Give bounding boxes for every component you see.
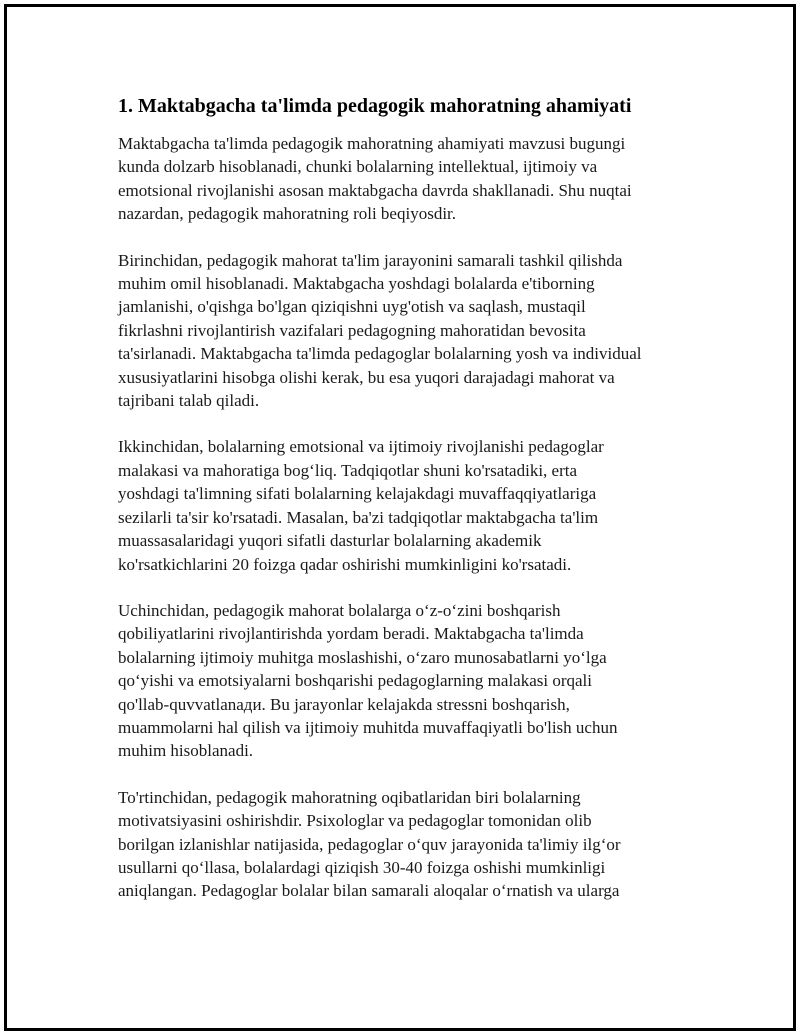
paragraph-line: bolalarning ijtimoiy muhitga moslashishi, o‘zaro munosabatlarni yo‘lga (118, 647, 607, 667)
section-heading: 1. Maktabgacha ta'limda pedagogik mahoratning ahamiyati (118, 95, 632, 117)
paragraph-line: muassasalaridagi yuqori sifatli dasturlar bolalarning akademik (118, 531, 542, 551)
paragraph (118, 786, 690, 903)
paragraph-line: yoshdagi ta'limning sifati bolalarning kelajakdagi muvaffaqqiyatlariga (118, 484, 597, 504)
paragraph (118, 435, 690, 575)
paragraph-line: tajribani talab qiladi. (118, 391, 260, 411)
paragraph-list (118, 132, 690, 903)
paragraph-line: qo‘yishi va emotsiyalarni boshqarishi pedagoglarning malakasi orqali (118, 671, 592, 691)
paragraph-line: muhim hisoblanadi. (118, 741, 254, 761)
paragraph-line: motivatsiyasini oshirishdir. Psixologlar va pedagoglar tomonidan olib (118, 811, 592, 831)
paragraph (118, 249, 690, 413)
paragraph-line: xususiyatlarini hisobga olishi kerak, bu esa yuqori darajadagi mahorat va (118, 367, 615, 387)
paragraph-line: muhim omil hisoblanadi. Maktabgacha yoshdagi bolalarda e'tiborning (118, 274, 595, 294)
paragraph-line: borilgan izlanishlar natijasida, pedagoglar o‘quv jarayonida ta'limiy ilg‘or (118, 834, 621, 854)
paragraph-line: sezilarli ta'sir ko'rsatadi. Masalan, ba'zi tadqiqotlar maktabgacha ta'lim (118, 507, 599, 527)
paragraph-line: kunda dolzarb hisoblanadi, chunki bolalarning intellektual, ijtimoiy va (118, 157, 598, 177)
paragraph-line: fikrlashni rivojlantirish vazifalari pedagogning mahoratidan bevosita (118, 320, 586, 340)
paragraph-line: ta'sirlanadi. Maktabgacha ta'limda pedagoglar bolalarning yosh va individual (118, 344, 642, 364)
paragraph (118, 132, 690, 226)
paragraph-line: nazardan, pedagogik mahoratning roli beqiyosdir. (118, 204, 457, 224)
paragraph-line: To'rtinchidan, pedagogik mahoratning oqibatlaridan biri bolalarning (118, 787, 581, 807)
paragraph (118, 599, 690, 763)
paragraph-line: Ikkinchidan, bolalarning emotsional va ijtimoiy rivojlanishi pedagoglar (118, 437, 604, 457)
paragraph-line: Maktabgacha ta'limda pedagogik mahoratning ahamiyati mavzusi bugungi (118, 134, 626, 153)
paragraph-line: aniqlangan. Pedagoglar bolalar bilan samarali aloqalar o‘rnatish va ularga (118, 881, 620, 901)
paragraph-line: qobiliyatlarini rivojlantirishda yordam beradi. Maktabgacha ta'limda (118, 624, 584, 644)
paragraph-line: ko'rsatkichlarini 20 foizga qadar oshirishi mumkinligini ko'rsatadi. (118, 554, 572, 574)
paragraph-line: jamlanishi, o'qishga bo'lgan qiziqishni uyg'otish va saqlash, mustaqil (118, 297, 586, 317)
paragraph-line: Birinchidan, pedagogik mahorat ta'lim jarayonini samarali tashkil qilishda (118, 250, 623, 270)
paragraph-line: usullarni qo‘llasa, bolalardagi qiziqish 30-40 foizga oshishi mumkinligi (118, 857, 606, 877)
paragraph-line: emotsional rivojlanishi asosan maktabgacha davrda shakllanadi. Shu nuqtai (118, 180, 632, 200)
paragraph-line: qo'llab-quvvatlanади. Bu jarayonlar kelajakda stressni boshqarish, (118, 694, 570, 714)
document-body (118, 92, 690, 926)
paragraph-line: malakasi va mahoratiga bog‘liq. Tadqiqotlar shuni ko'rsatadiki, erta (118, 460, 578, 480)
paragraph-line: Uchinchidan, pedagogik mahorat bolalarga o‘z-o‘zini boshqarish (118, 600, 561, 620)
paragraph-line: muammolarni hal qilish va ijtimoiy muhitda muvaffaqiyatli bo'lish uchun (118, 717, 618, 737)
